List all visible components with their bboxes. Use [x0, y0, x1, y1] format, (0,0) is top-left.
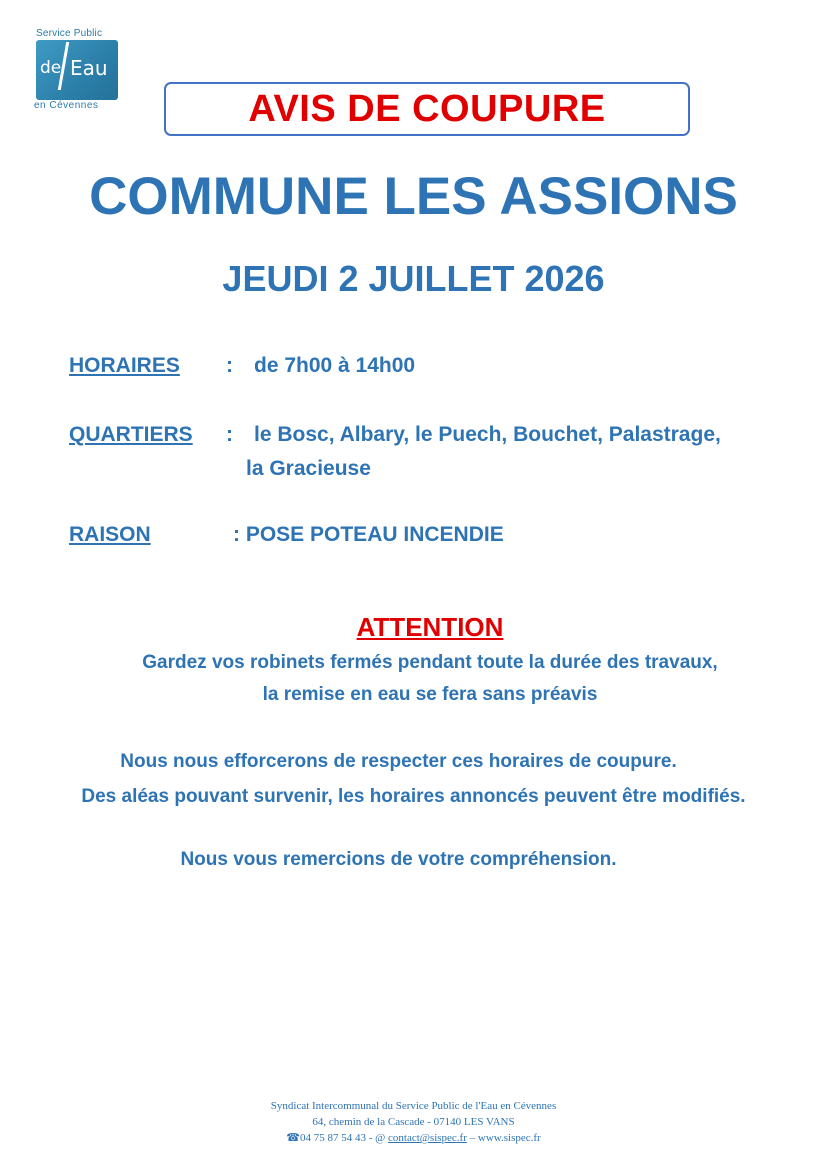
- footer-email-link[interactable]: contact@sispec.fr: [388, 1132, 467, 1144]
- horaires-label: HORAIRES: [69, 354, 180, 377]
- title-box: [164, 82, 690, 136]
- quartiers-value-line1: le Bosc, Albary, le Puech, Bouchet, Palastrage,: [254, 423, 721, 446]
- quartiers-label: QUARTIERS: [69, 423, 193, 446]
- footer-web[interactable]: – www.sispec.fr: [466, 1132, 541, 1144]
- horaires-sep: :: [226, 354, 233, 377]
- footer: [0, 1098, 827, 1146]
- raison-label-text: [69, 523, 151, 547]
- quartiers-label-text: [69, 423, 193, 447]
- attention-line1: Gardez vos robinets fermés pendant toute la durée des travaux,: [142, 652, 718, 673]
- note-line2: Des aléas pouvant survenir, les horaires annoncés peuvent être modifiés.: [81, 786, 746, 807]
- horaires-label-text: [69, 354, 180, 378]
- logo: [30, 28, 128, 116]
- quartiers-value-line2: la Gracieuse: [246, 457, 371, 480]
- page-title: AVIS DE COUPURE: [248, 87, 606, 130]
- logo-de-text: de: [40, 58, 62, 78]
- logo-eau-text: Eau: [70, 56, 108, 80]
- commune-heading: COMMUNE LES ASSIONS: [89, 167, 738, 226]
- raison-label: RAISON: [69, 523, 151, 546]
- quartiers-sep: :: [226, 423, 233, 446]
- phone-icon: ☎: [286, 1132, 300, 1144]
- raison-value: : POSE POTEAU INCENDIE: [233, 523, 504, 546]
- attention-line2: la remise en eau se fera sans préavis: [262, 684, 598, 705]
- footer-phone: 04 75 87 54 43 - @: [299, 1132, 389, 1144]
- logo-top-text: Service Public: [36, 28, 103, 39]
- footer-line2: 64, chemin de la Cascade - 07140 LES VANS: [312, 1116, 515, 1128]
- date-heading: JEUDI 2 JUILLET 2026: [222, 258, 605, 299]
- footer-line1: Syndicat Intercommunal du Service Public de l'Eau en Cévennes: [270, 1100, 557, 1112]
- note-line1: Nous nous efforcerons de respecter ces horaires de coupure.: [120, 751, 677, 772]
- footer-contact: [0, 1130, 827, 1146]
- logo-bottom-text: en Cévennes: [34, 100, 99, 111]
- attention-heading: ATTENTION: [356, 612, 504, 642]
- note-line3: Nous vous remercions de votre compréhension.: [180, 849, 617, 870]
- horaires-value: de 7h00 à 14h00: [254, 354, 416, 377]
